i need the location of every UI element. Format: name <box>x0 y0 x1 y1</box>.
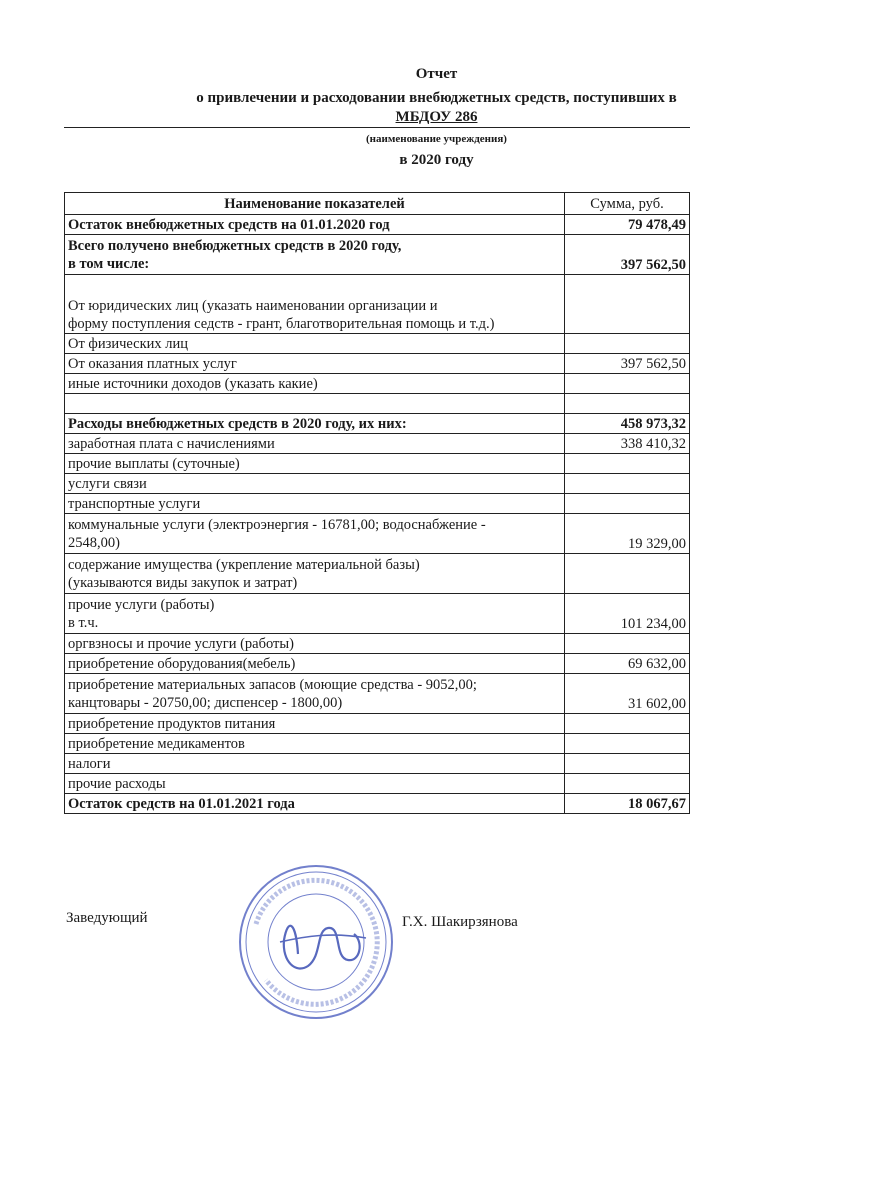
row-utilities: коммунальные услуги (электроэнергия - 16781,00; водоснабжение - 2548,00) 19 329,00 <box>65 514 690 554</box>
signatory-position: Заведующий <box>66 910 148 926</box>
institution-caption: (наименование учреждения) <box>366 133 507 145</box>
table-header-row <box>65 193 690 215</box>
row-taxes: налоги <box>65 754 690 774</box>
col-header-sum: Сумма, руб. <box>565 193 690 215</box>
row-opening-balance: Остаток внебюджетных средств на 01.01.2020 год 79 478,49 <box>65 215 690 235</box>
row-equipment: приобретение оборудования(мебель) 69 632,00 <box>65 654 690 674</box>
row-individuals: От физических лиц <box>65 334 690 354</box>
row-medicines: приобретение медикаментов <box>65 734 690 754</box>
official-stamp-icon <box>236 862 396 1022</box>
report-subtitle: о привлечении и расходовании внебюджетных средств, поступивших в <box>196 90 677 106</box>
row-closing-balance: Остаток средств на 01.01.2021 года 18 067,67 <box>65 794 690 814</box>
row-fees: оргвзносы и прочие услуги (работы) <box>65 634 690 654</box>
report-table <box>64 192 690 814</box>
report-period: в 2020 году <box>399 152 474 168</box>
row-total-expenses: Расходы внебюджетных средств в 2020 году, их них: 458 973,32 <box>65 414 690 434</box>
row-other-payments: прочие выплаты (суточные) <box>65 454 690 474</box>
row-transport: транспортные услуги <box>65 494 690 514</box>
row-total-received: Всего получено внебюджетных средств в 2020 году, в том числе: 397 562,50 <box>65 235 690 275</box>
row-paid-services: От оказания платных услуг 397 562,50 <box>65 354 690 374</box>
row-property-maintenance: содержание имущества (укрепление материальной базы) (указываются виды закупок и затрат) <box>65 554 690 594</box>
report-title: Отчет <box>415 66 458 82</box>
col-header-name: Наименование показателей <box>65 193 565 215</box>
row-communications: услуги связи <box>65 474 690 494</box>
row-other-services: прочие услуги (работы) в т.ч. 101 234,00 <box>65 594 690 634</box>
row-salary: заработная плата с начислениями 338 410,32 <box>65 434 690 454</box>
signatory-name: Г.Х. Шакирзянова <box>402 914 518 930</box>
row-materials: приобретение материальных запасов (моющие средства - 9052,00; канцтовары - 20750,00; диспенсер - 1800,00) 31 602,00 <box>65 674 690 714</box>
row-other-expenses: прочие расходы <box>65 774 690 794</box>
row-food: приобретение продуктов питания <box>65 714 690 734</box>
row-blank <box>65 394 690 414</box>
header-rule <box>64 127 690 128</box>
row-other-sources: иные источники доходов (указать какие) <box>65 374 690 394</box>
institution-name: МБДОУ 286 <box>395 109 478 125</box>
row-legal-entities: От юридических лиц (указать наименовании организации и форму поступления седств - грант, благотворительная помощь и т.д.) <box>65 275 690 334</box>
